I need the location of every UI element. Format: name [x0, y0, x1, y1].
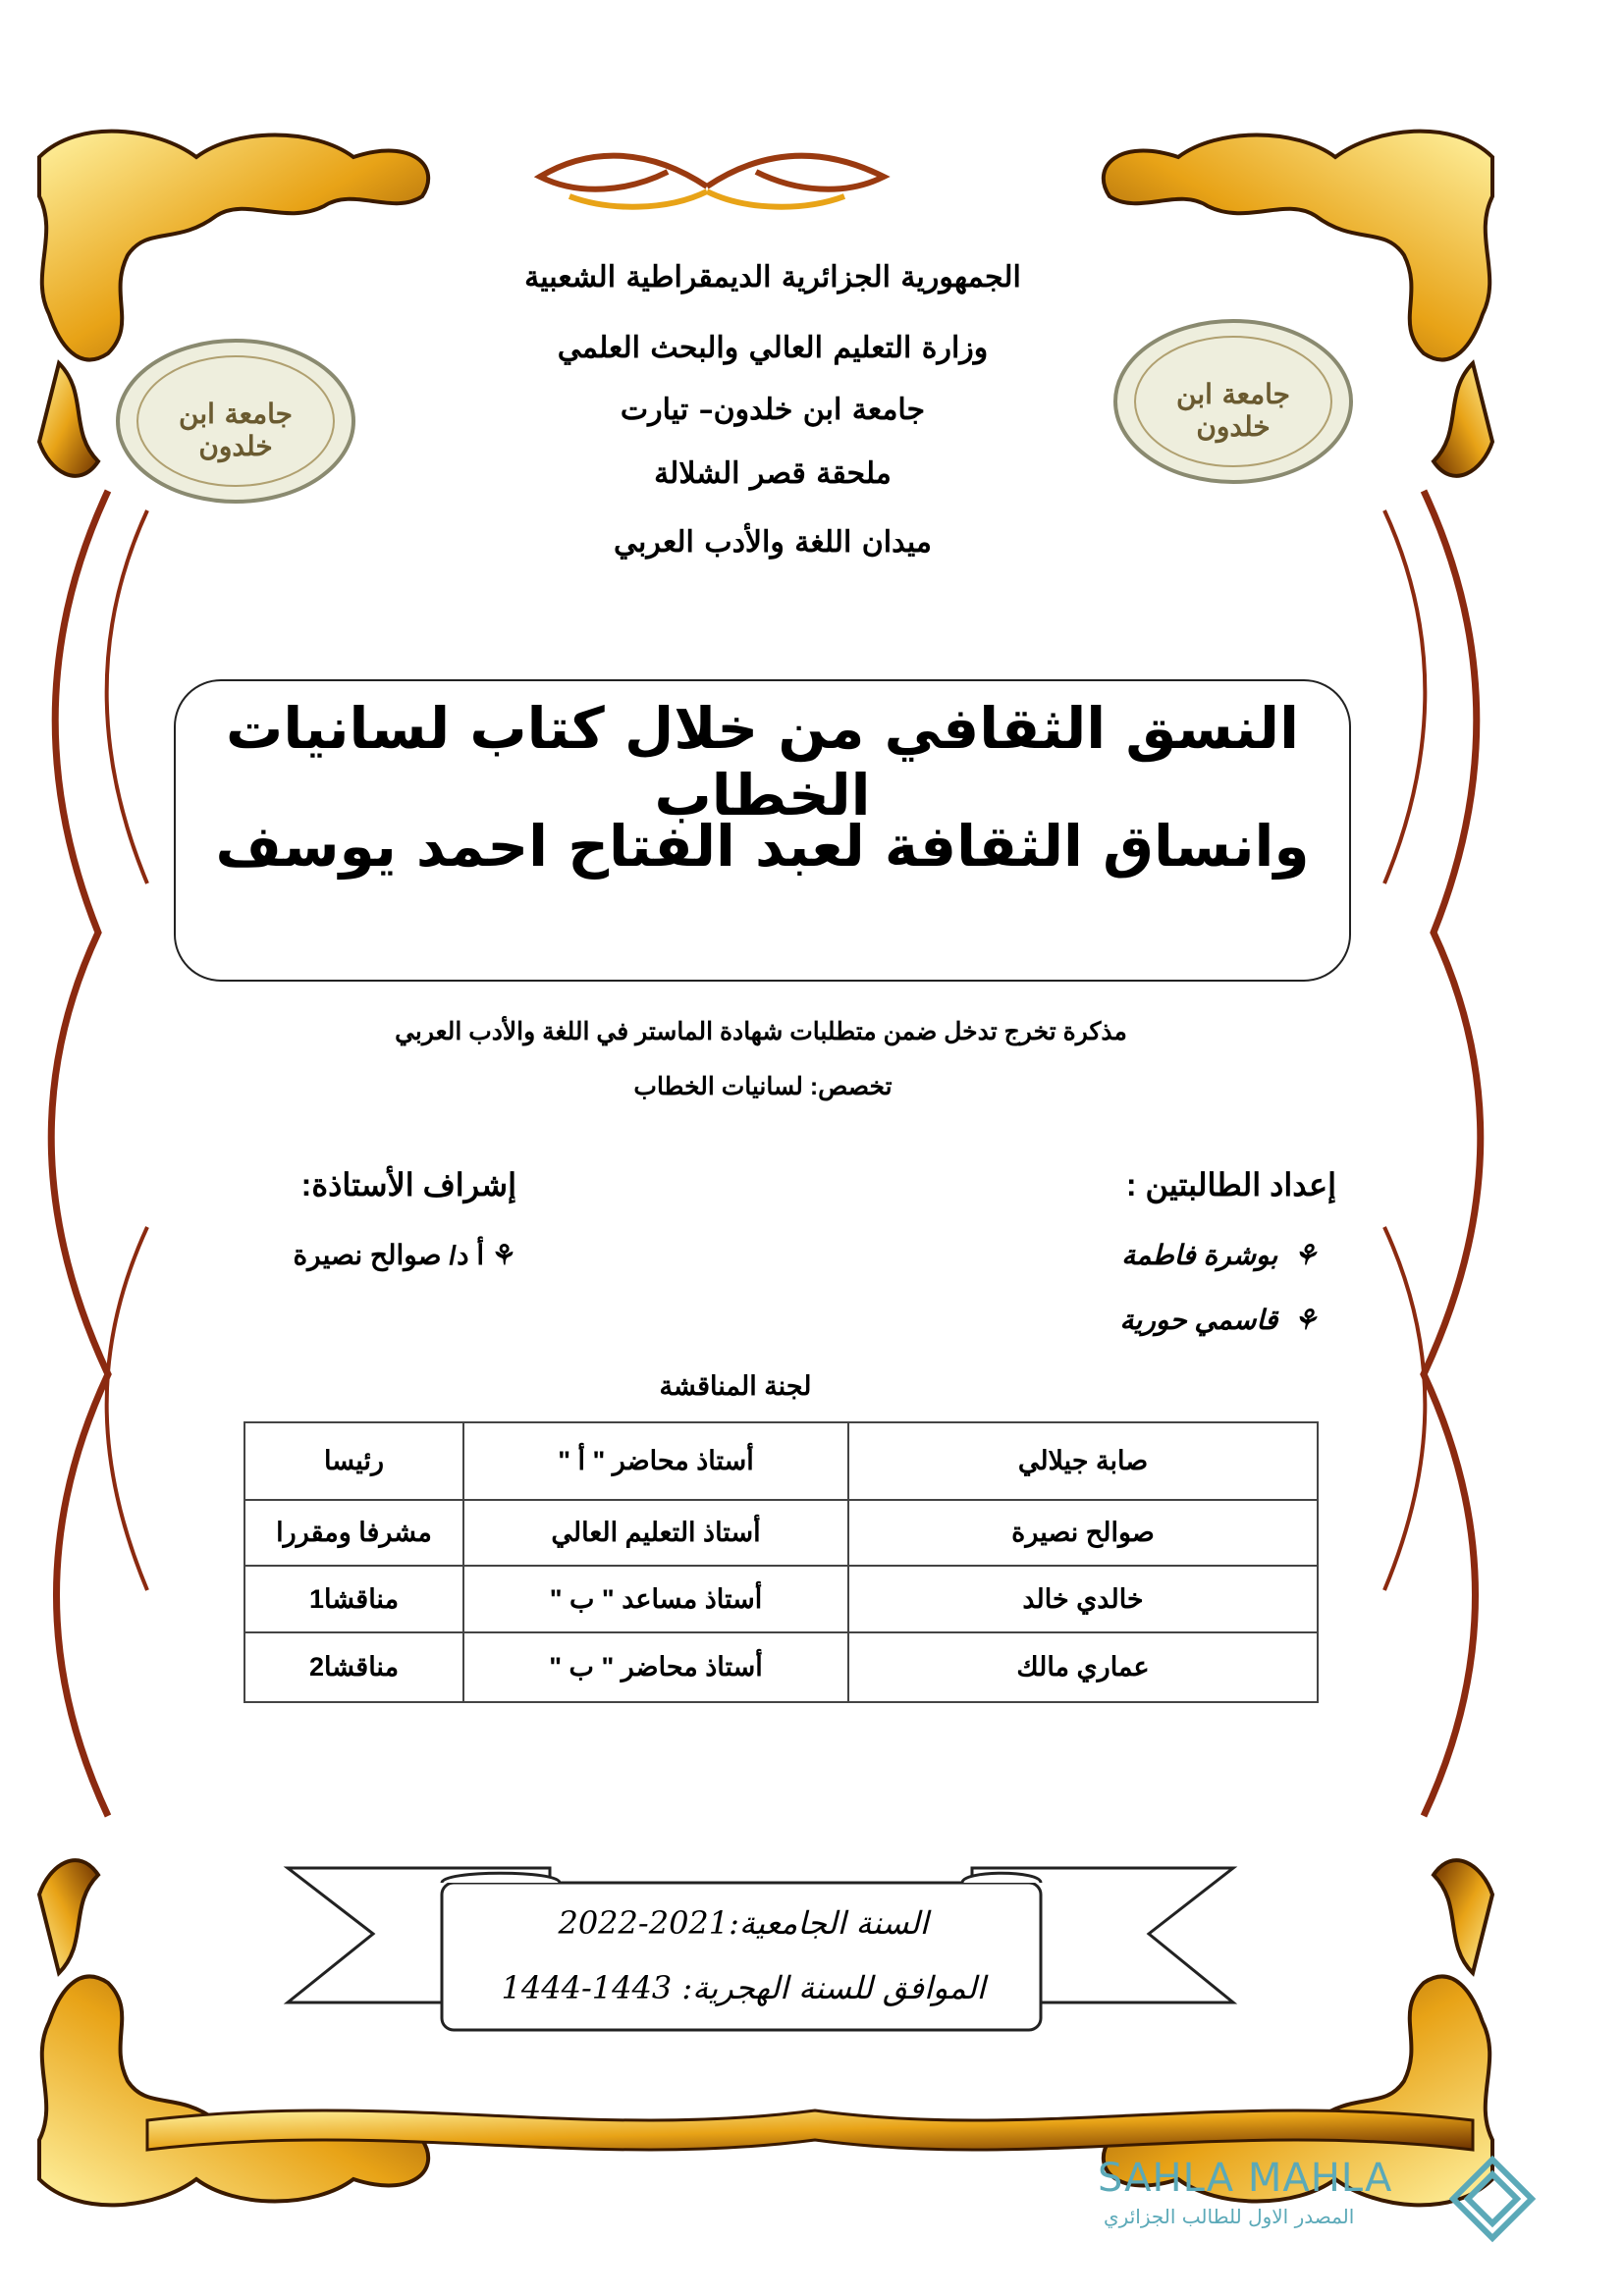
vine-left — [51, 491, 147, 1816]
header-field: ميدان اللغة والأدب العربي — [614, 525, 932, 560]
header-ministry: وزارة التعليم العالي والبحث العلمي — [557, 331, 989, 365]
thesis-title-line-1: النسق الثقافي من خلال كتاب لسانيات الخطاب — [226, 695, 1299, 828]
specialization: تخصص: لسانيات الخطاب — [633, 1073, 893, 1100]
supervisor-name: أ د/ صوالح نصيرة — [293, 1240, 485, 1270]
student-name: قاسمي حورية — [1119, 1305, 1278, 1335]
member-role: مناقشا1 — [244, 1566, 463, 1632]
member-role: رئيسا — [244, 1422, 463, 1500]
table-row — [244, 1422, 1318, 1500]
committee-table — [244, 1421, 1319, 1703]
header-republic: الجمهورية الجزائرية الديمقراطية الشعبية — [524, 260, 1021, 294]
thesis-title-line-2: وانساق الثقافة لعبد الفتاح احمد يوسف — [215, 813, 1310, 880]
bullet-icon: ⚘ — [1292, 1240, 1318, 1270]
watermark-tagline: المصدر الاول للطالب الجزائري — [1104, 2205, 1355, 2228]
member-role: مناقشا2 — [244, 1632, 463, 1702]
academic-year: السنة الجامعية:2021-2022 — [558, 1904, 929, 1942]
table-row — [244, 1632, 1318, 1702]
bullet-icon: ⚘ — [1292, 1305, 1318, 1335]
sahla-mahla-watermark — [1098, 2156, 1549, 2239]
member-rank: أستاذ مساعد " ب " — [463, 1566, 848, 1632]
member-name: صابة جيلالي — [848, 1422, 1318, 1500]
student-name: بوشرة فاطمة — [1121, 1240, 1278, 1270]
watermark-brand: SAHLA MAHLA — [1098, 2156, 1393, 2201]
member-role: مشرفا ومقررا — [244, 1500, 463, 1566]
member-rank: أستاذ محاضر " ب " — [463, 1632, 848, 1702]
memo-description: مذكرة تخرج تدخل ضمن متطلبات شهادة الماستر في اللغة والأدب العربي — [395, 1018, 1127, 1045]
hijri-year: الموافق للسنة الهجرية: 1443-1444 — [501, 1969, 986, 2006]
header-university: جامعة ابن خلدون– تيارت — [620, 393, 926, 427]
bullet-icon: ⚘ — [491, 1240, 516, 1270]
member-name: صوالح نصيرة — [848, 1500, 1318, 1566]
students-label: إعداد الطالبتين : — [1125, 1167, 1336, 1202]
header-annex: ملحقة قصر الشلالة — [654, 456, 892, 491]
member-rank: أستاذ محاضر " أ " — [463, 1422, 848, 1500]
seal-text-left: جامعة ابن خلدون — [179, 398, 293, 462]
top-flourish — [540, 156, 884, 207]
vine-right — [1384, 491, 1481, 1816]
seal-text-right: جامعة ابن خلدون — [1176, 378, 1290, 443]
supervisor-label: إشراف الأستاذة: — [300, 1167, 516, 1202]
member-name: خالدي خالد — [848, 1566, 1318, 1632]
student-2 — [1120, 1304, 1318, 1336]
table-row — [244, 1500, 1318, 1566]
table-row — [244, 1566, 1318, 1632]
student-1 — [1121, 1239, 1318, 1271]
thesis-title-box — [174, 679, 1351, 982]
member-rank: أستاذ التعليم العالي — [463, 1500, 848, 1566]
member-name: عماري مالك — [848, 1632, 1318, 1702]
supervisor — [293, 1239, 516, 1271]
committee-label: لجنة المناقشة — [659, 1371, 812, 1401]
